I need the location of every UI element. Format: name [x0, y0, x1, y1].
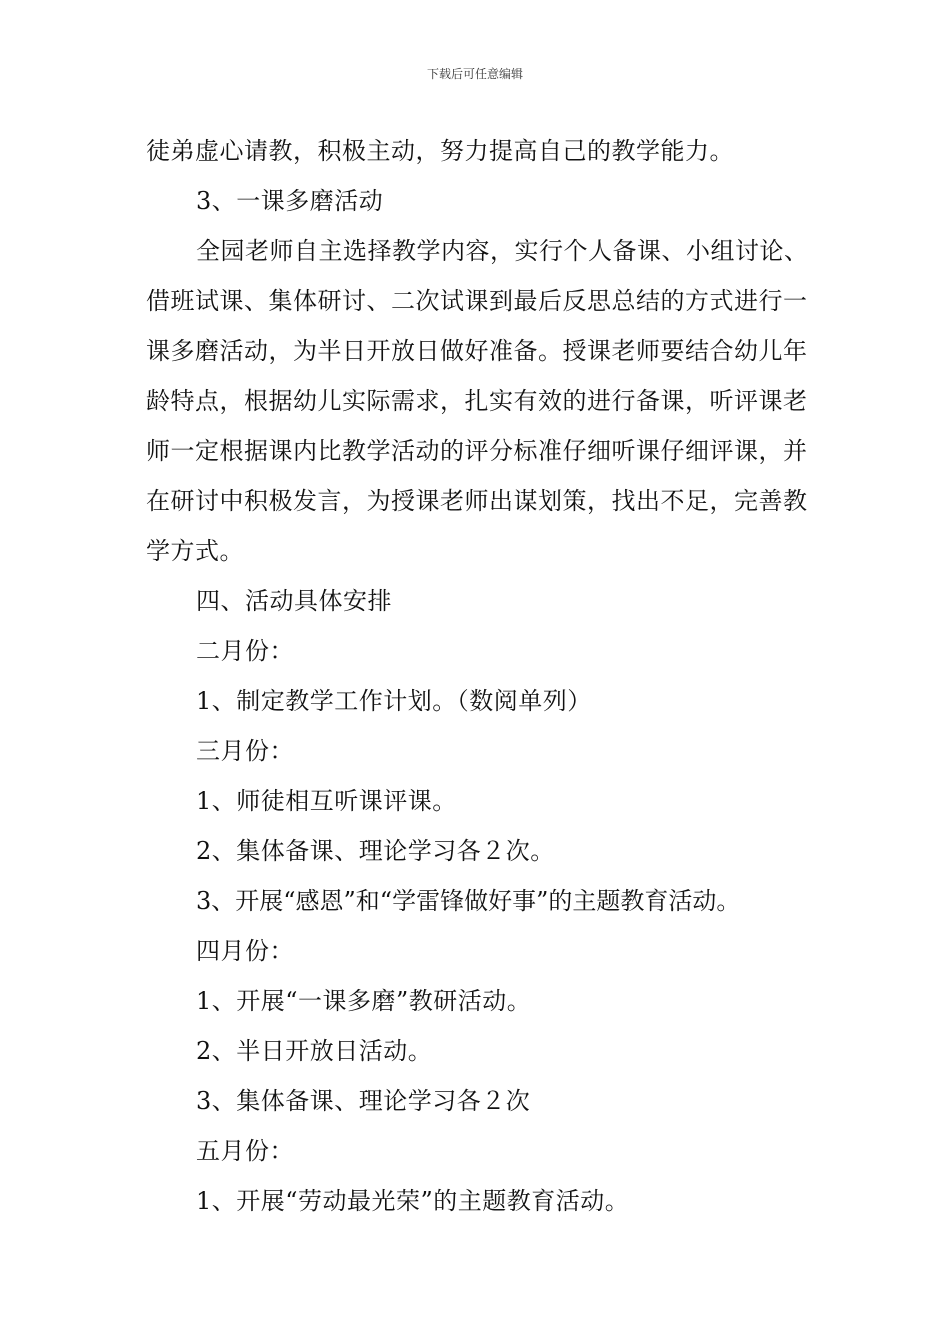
list-item-march-1: 1、师徒相互听课评课。: [196, 787, 457, 815]
list-item-april-1: 1、开展“一课多磨”教研活动。: [196, 987, 532, 1015]
list-item-april-3: 3、集体备课、理论学习各２次: [196, 1087, 531, 1115]
paragraph-one-lesson-activity: 全园老师自主选择教学内容，实行个人备课、小组讨论、借班试课、集体研讨、二次试课到最后反思总结的方式进行一课多磨活动，为半日开放日做好准备。授课老师要结合幼儿年龄特点，根据幼儿实际需求，扎实有效的进行备课，听评课老师一定根据课内比教学活动的评分标准仔细听课仔细评课，并在研讨中积极发言，为授课老师出谋划策，找出不足，完善教学方式。: [146, 237, 809, 565]
list-item-february-1: 1、制定教学工作计划。（数阅单列）: [196, 687, 592, 715]
month-heading-march: 三月份：: [196, 737, 294, 765]
list-item-march-3: 3、开展“感恩”和“学雷锋做好事”的主题教育活动。: [196, 887, 741, 915]
month-heading-february: 二月份：: [196, 637, 294, 665]
subheading-one-lesson-activity: 3、一课多磨活动: [196, 187, 384, 215]
paragraph-continued: 徒弟虚心请教，积极主动，努力提高自己的教学能力。: [146, 137, 734, 165]
month-heading-april: 四月份：: [196, 937, 294, 965]
month-heading-may: 五月份：: [196, 1137, 294, 1165]
page-header: 下载后可任意编辑: [426, 67, 523, 81]
section-heading-schedule: 四、活动具体安排: [196, 587, 392, 615]
list-item-march-2: 2、集体备课、理论学习各２次。: [196, 837, 555, 865]
document-body: [146, 126, 821, 1226]
list-item-may-1: 1、开展“劳动最光荣”的主题教育活动。: [196, 1187, 630, 1215]
list-item-april-2: 2、半日开放日活动。: [196, 1037, 433, 1065]
